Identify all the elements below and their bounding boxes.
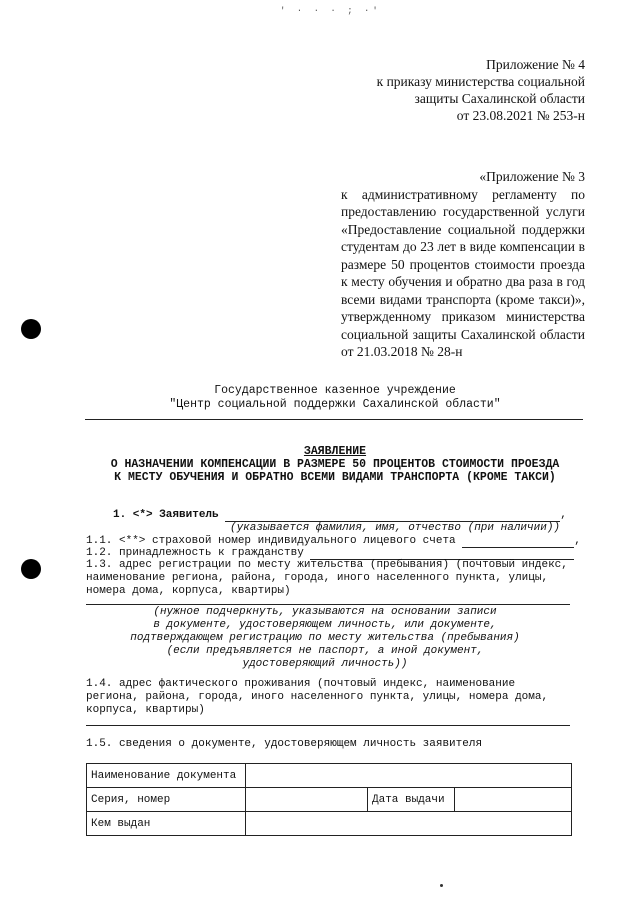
issue-date-label: Дата выдачи <box>368 788 455 812</box>
institution-block <box>85 384 585 412</box>
registration-address-field[interactable] <box>86 604 570 605</box>
title-line-3: К МЕСТУ ОБУЧЕНИЯ И ОБРАТНО ВСЕМИ ВИДАМИ ТРАНСПОРТА (КРОМЕ ТАКСИ) <box>114 471 556 484</box>
issue-date-field[interactable] <box>455 788 572 812</box>
scan-marks: ' · · · ; ·' <box>280 6 381 16</box>
appendix-4-ministry: защиты Сахалинской области <box>414 91 585 106</box>
scan-speck <box>440 884 443 887</box>
appendix-4-header <box>300 56 585 124</box>
issued-by-field[interactable] <box>246 812 572 836</box>
appendix-4-order: к приказу министерства социальной <box>376 74 585 89</box>
actual-address-label <box>86 678 548 717</box>
institution-underline <box>85 419 583 420</box>
registration-hint-3: подтверждающем регистрацию по месту жительства (пребывания) <box>130 632 520 644</box>
applicant-row <box>113 509 567 522</box>
applicant-label: 1. <*> Заявитель <box>113 509 219 521</box>
id-document-table <box>86 763 572 836</box>
snils-label: 1.1. <**> страховой номер индивидуального лицевого счета <box>86 535 456 547</box>
institution-line-1: Государственное казенное учреждение <box>214 384 456 397</box>
snils-comma: , <box>574 535 581 547</box>
actual-address-line-2: региона, района, города, иного населенного пункта, улицы, номера дома, <box>86 691 549 703</box>
issued-by-label: Кем выдан <box>87 812 246 836</box>
table-row <box>87 788 572 812</box>
registration-hint-2: в документе, удостоверяющем личность, или документе, <box>153 619 497 631</box>
registration-hint-4: (если предъявляется не паспорт, а иной документ, <box>166 645 484 657</box>
registration-line-1: 1.3. адрес регистрации по месту жительства (пребывания) (почтовый индекс, <box>86 559 568 571</box>
appendix-3-body: к административному регламенту по предоставлению государственной услуги «Предоставление социальной поддержки студентам до 23 лет в виде компенсации в размере 50 процентов стоимости проезда к месту обучения и обратно два раза в год всеми видами транспорта (кроме такси)», утвержденному приказом министерства социальной защиты Сахалинской области от 21.03.2018 № 28-н <box>341 186 585 359</box>
appendix-3-title: «Приложение № 3 <box>479 169 585 184</box>
citizenship-label: 1.2. принадлежность к гражданству <box>86 547 304 559</box>
doc-name-label: Наименование документа <box>87 764 246 788</box>
doc-name-field[interactable] <box>246 764 572 788</box>
applicant-field[interactable] <box>225 510 560 522</box>
appendix-3-header <box>341 168 585 361</box>
series-number-label: Серия, номер <box>87 788 246 812</box>
hole-punch-bottom <box>21 559 41 579</box>
applicant-hint: (указывается фамилия, имя, отчество (при наличии)) <box>229 522 561 534</box>
registration-address-label <box>86 559 568 598</box>
registration-hint-5: удостоверяющий личность)) <box>242 658 408 670</box>
document-title <box>85 445 585 484</box>
appendix-4-title: Приложение № 4 <box>486 57 585 72</box>
registration-line-3: номера дома, корпуса, квартиры) <box>86 585 291 597</box>
actual-address-line-3: корпуса, квартиры) <box>86 704 205 716</box>
table-row <box>87 764 572 788</box>
institution-line-2: "Центр социальной поддержки Сахалинской области" <box>169 398 501 411</box>
id-document-label: 1.5. сведения о документе, удостоверяющем личность заявителя <box>86 738 483 750</box>
registration-hint <box>110 606 540 671</box>
title-zayavlenie: ЗАЯВЛЕНИЕ <box>303 445 367 458</box>
actual-address-field[interactable] <box>86 725 570 726</box>
hole-punch-top <box>21 319 41 339</box>
applicant-comma: , <box>560 509 567 521</box>
actual-address-line-1: 1.4. адрес фактического проживания (почтовый индекс, наименование <box>86 678 516 690</box>
series-number-field[interactable] <box>246 788 368 812</box>
registration-hint-1: (нужное подчеркнуть, указываются на основании записи <box>153 606 497 618</box>
appendix-4-date: от 23.08.2021 № 253-н <box>456 108 585 123</box>
table-row <box>87 812 572 836</box>
title-line-2: О НАЗНАЧЕНИИ КОМПЕНСАЦИИ В РАЗМЕРЕ 50 ПРОЦЕНТОВ СТОИМОСТИ ПРОЕЗДА <box>110 458 560 471</box>
registration-line-2: наименование региона, района, города, иного населенного пункта, улицы, <box>86 572 549 584</box>
